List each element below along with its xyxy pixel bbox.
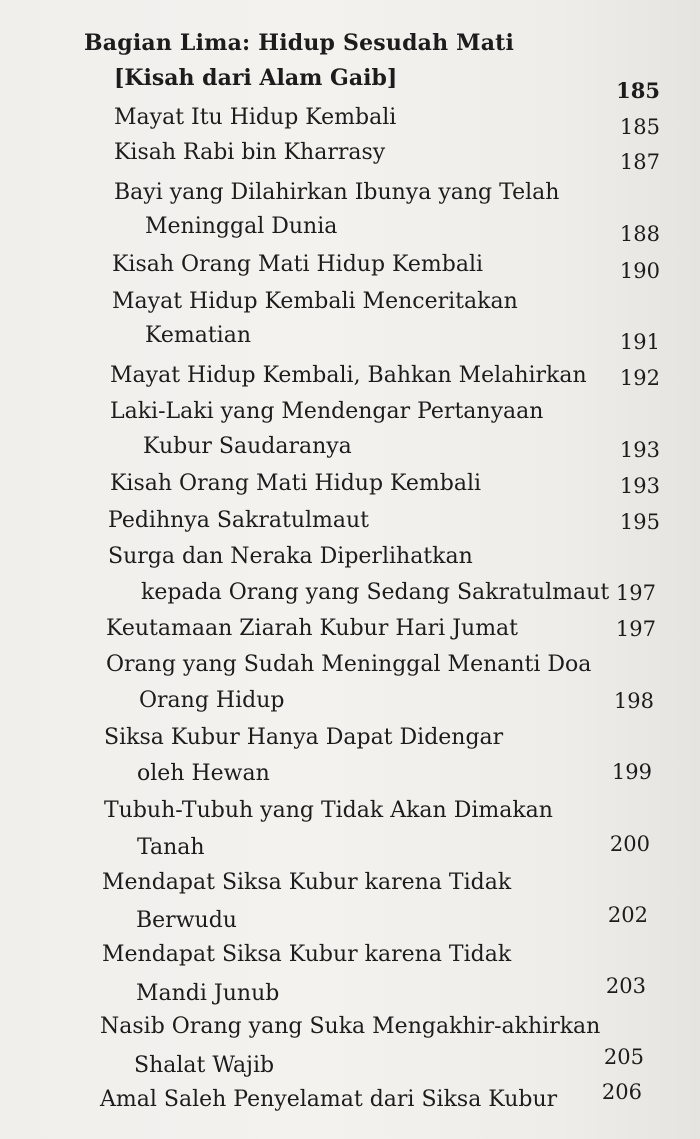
toc-entry-page: 200 [609, 832, 650, 856]
toc-entry-line: Mendapat Siksa Kubur karena Tidak [102, 942, 512, 967]
toc-entry-line-cont: Tanah [137, 835, 205, 860]
section-title: Bagian Lima: Hidup Sesudah Mati [84, 30, 515, 56]
toc-entry-page: 195 [619, 510, 660, 534]
toc-entry-page: 197 [615, 581, 656, 605]
toc-entry-line-cont: Meninggal Dunia [145, 214, 338, 239]
toc-entry-line: Mayat Itu Hidup Kembali [114, 105, 397, 130]
toc-entry-line: Mayat Hidup Kembali Menceritakan [112, 289, 518, 314]
toc-entry-line: [Kisah dari Alam Gaib] [114, 65, 398, 91]
toc-entry-page: 188 [619, 222, 660, 246]
toc-entry-page: 190 [619, 259, 660, 283]
toc-entry-line-cont: oleh Hewan [137, 761, 270, 786]
toc-entry-line: Mayat Hidup Kembali, Bahkan Melahirkan [110, 363, 587, 388]
toc-entry-line: Bayi yang Dilahirkan Ibunya yang Telah [114, 180, 560, 205]
toc-entry-line: Kisah Orang Mati Hidup Kembali [110, 471, 482, 496]
toc-entry-line: Kisah Orang Mati Hidup Kembali [112, 252, 484, 277]
toc-entry-line: Pedihnya Sakratulmaut [108, 508, 370, 533]
toc-entry-line-cont: kepada Orang yang Sedang Sakratulmaut [141, 580, 610, 605]
toc-entry-page: 185 [619, 115, 660, 139]
toc-entry-page: 193 [619, 438, 660, 462]
toc-entry-page: 198 [613, 689, 654, 713]
toc-entry-line: Siksa Kubur Hanya Dapat Didengar [104, 725, 504, 750]
toc-entry-line: Nasib Orang yang Suka Mengakhir-akhirkan [100, 1014, 601, 1039]
toc-entry-page: 205 [603, 1045, 644, 1069]
toc-entry-line: Amal Saleh Penyelamat dari Siksa Kubur [100, 1087, 558, 1112]
toc-entry-line-cont: Kubur Saudaranya [143, 434, 352, 459]
toc-entry-line: Orang yang Sudah Meninggal Menanti Doa [106, 652, 592, 677]
toc-entry-page: 206 [601, 1080, 642, 1104]
toc-entry-page: 185 [616, 78, 660, 103]
toc-entry-line: Surga dan Neraka Diperlihatkan [108, 544, 473, 569]
toc-entry-line-cont: Orang Hidup [139, 688, 285, 713]
toc-entry-page: 203 [605, 974, 646, 998]
toc-entry-page: 192 [619, 366, 660, 390]
toc-entry-line-cont: Shalat Wajib [134, 1053, 275, 1078]
toc-entry-line-cont: Berwudu [136, 908, 237, 933]
toc-entry-line-cont: Kematian [145, 323, 252, 348]
toc-entry-page: 191 [619, 330, 660, 354]
toc-entry-line: Laki-Laki yang Mendengar Pertanyaan [110, 399, 544, 424]
toc-entry-page: 197 [615, 617, 656, 641]
toc-entry-page: 202 [607, 903, 648, 927]
toc-entry-line: Mendapat Siksa Kubur karena Tidak [102, 870, 512, 895]
toc-entry-line: Keutamaan Ziarah Kubur Hari Jumat [106, 616, 519, 641]
toc-entry-line-cont: Mandi Junub [136, 981, 280, 1006]
toc-entry-page: 199 [611, 760, 652, 784]
toc-entry-page: 193 [619, 474, 660, 498]
toc-entry-page: 187 [619, 150, 660, 174]
toc-entry-line: Kisah Rabi bin Kharrasy [114, 140, 386, 165]
toc-entry-line: Tubuh-Tubuh yang Tidak Akan Dimakan [104, 798, 553, 823]
